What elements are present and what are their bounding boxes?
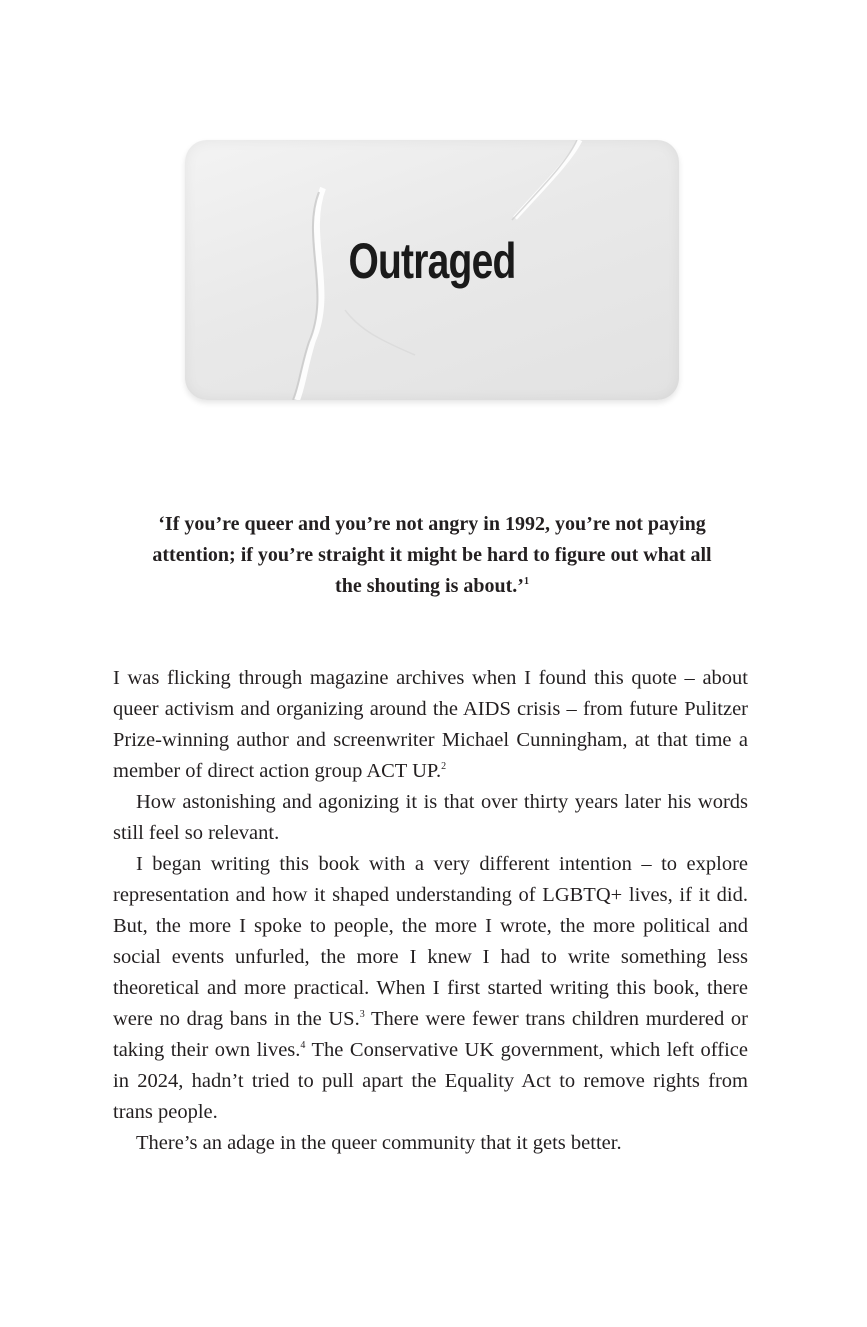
epigraph-quote [150, 509, 714, 602]
paragraph-3 [113, 849, 748, 1128]
paragraph-3-text-a: I began writing this book with a very different intention – to explore representation and how it shaped understanding of LGBTQ+ lives, if it did. But, the more I spoke to people, the more I wrote, the more political and social events unfurled, the more I knew I had to write something less theoretical and more practical. When I first started writing this book, there were no drag bans in the US. [113, 853, 748, 1030]
paragraph-2: How astonishing and agonizing it is that over thirty years later his words still feel so relevant. [113, 791, 748, 844]
footnote-ref-3[interactable]: 3 [359, 1009, 365, 1020]
chapter-title: Outraged [348, 233, 516, 289]
paragraph-3-text-b: There were fewer trans children murdered or taking their own lives. [113, 1008, 748, 1061]
paragraph-1-text: I was flicking through magazine archives when I found this quote – about queer activism and organizing around the AIDS crisis – from future Pulitzer Prize-winning author and screenwriter Michael Cunningham, at that time a member of direct action group ACT UP. [113, 667, 748, 782]
footnote-ref-1[interactable]: 1 [523, 576, 529, 587]
epigraph-text: ‘If you’re queer and you’re not angry in 1992, you’re not paying attention; if you’re straight it might be hard to figure out what all the shouting is about.’ [152, 513, 712, 597]
epigraph [150, 509, 714, 602]
chapter-title-card [185, 140, 679, 400]
paragraph-1 [113, 663, 748, 787]
footnote-ref-4[interactable]: 4 [300, 1040, 306, 1051]
body-text [113, 663, 748, 1159]
paragraph-4: There’s an adage in the queer community that it gets better. [136, 1132, 622, 1154]
footnote-ref-2[interactable]: 2 [441, 761, 447, 772]
paragraph-3-text-c: The Conservative UK government, which left office in 2024, hadn’t tried to pull apart the Equality Act to remove rights from trans people. [113, 1039, 748, 1123]
